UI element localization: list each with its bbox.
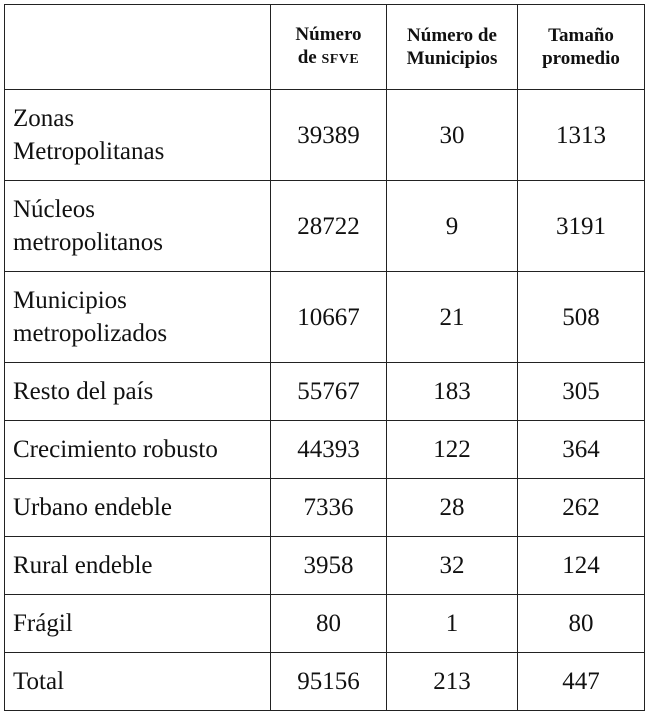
cell-sfve: 44393 bbox=[271, 421, 387, 479]
row-label-line1: Núcleos bbox=[13, 196, 95, 223]
row-label: Frágil bbox=[5, 595, 271, 653]
table-row-fragil bbox=[5, 595, 645, 653]
table-container bbox=[4, 4, 645, 711]
row-label-line2: metropolizados bbox=[13, 320, 168, 347]
row-label-line2: metropolitanos bbox=[13, 229, 163, 256]
row-label: Total bbox=[5, 653, 271, 711]
cell-sfve: 39389 bbox=[271, 90, 387, 181]
row-label-line2: Metropolitanas bbox=[13, 138, 165, 165]
row-label bbox=[5, 272, 271, 363]
table-row-zonas-metropolitanas bbox=[5, 90, 645, 181]
cell-sfve: 80 bbox=[271, 595, 387, 653]
cell-sfve: 28722 bbox=[271, 181, 387, 272]
header-numero-municipios bbox=[387, 5, 518, 90]
header-tamano-line1: Tamaño bbox=[548, 25, 614, 46]
header-sfve-abbrev: SFVE bbox=[321, 52, 360, 67]
cell-municipios: 122 bbox=[387, 421, 518, 479]
cell-municipios: 28 bbox=[387, 479, 518, 537]
cell-municipios: 9 bbox=[387, 181, 518, 272]
data-table bbox=[4, 4, 645, 711]
cell-tamano: 80 bbox=[518, 595, 645, 653]
cell-tamano: 305 bbox=[518, 363, 645, 421]
header-row bbox=[5, 5, 645, 90]
row-label-line1: Zonas bbox=[13, 105, 75, 132]
table-row-urbano-endeble bbox=[5, 479, 645, 537]
cell-tamano: 364 bbox=[518, 421, 645, 479]
cell-municipios: 30 bbox=[387, 90, 518, 181]
table-row-nucleos-metropolitanos bbox=[5, 181, 645, 272]
row-label bbox=[5, 90, 271, 181]
cell-sfve: 55767 bbox=[271, 363, 387, 421]
header-numero-sfve bbox=[271, 5, 387, 90]
cell-tamano: 124 bbox=[518, 537, 645, 595]
cell-sfve: 10667 bbox=[271, 272, 387, 363]
cell-municipios: 1 bbox=[387, 595, 518, 653]
header-numero-sfve-line1: Número bbox=[295, 24, 362, 45]
cell-sfve: 95156 bbox=[271, 653, 387, 711]
header-empty-cell bbox=[5, 5, 271, 90]
table-row-resto-del-pais bbox=[5, 363, 645, 421]
row-label: Rural endeble bbox=[5, 537, 271, 595]
row-label: Crecimiento robusto bbox=[5, 421, 271, 479]
cell-municipios: 32 bbox=[387, 537, 518, 595]
cell-municipios: 213 bbox=[387, 653, 518, 711]
header-tamano-line2: promedio bbox=[542, 48, 620, 69]
header-numero-sfve-prefix: de bbox=[297, 47, 322, 68]
cell-tamano: 262 bbox=[518, 479, 645, 537]
row-label-line1: Municipios bbox=[13, 287, 127, 314]
cell-sfve: 7336 bbox=[271, 479, 387, 537]
cell-sfve: 3958 bbox=[271, 537, 387, 595]
header-numero-municipios-line2: Municipios bbox=[406, 48, 498, 69]
cell-tamano: 447 bbox=[518, 653, 645, 711]
cell-municipios: 183 bbox=[387, 363, 518, 421]
cell-tamano: 3191 bbox=[518, 181, 645, 272]
row-label: Resto del país bbox=[5, 363, 271, 421]
table-row-municipios-metropolizados bbox=[5, 272, 645, 363]
header-numero-municipios-line1: Número de bbox=[407, 25, 497, 46]
cell-tamano: 508 bbox=[518, 272, 645, 363]
table-row-crecimiento-robusto bbox=[5, 421, 645, 479]
row-label: Urbano endeble bbox=[5, 479, 271, 537]
row-label bbox=[5, 181, 271, 272]
table-row-rural-endeble bbox=[5, 537, 645, 595]
cell-tamano: 1313 bbox=[518, 90, 645, 181]
table-row-total bbox=[5, 653, 645, 711]
header-tamano-promedio bbox=[518, 5, 645, 90]
cell-municipios: 21 bbox=[387, 272, 518, 363]
